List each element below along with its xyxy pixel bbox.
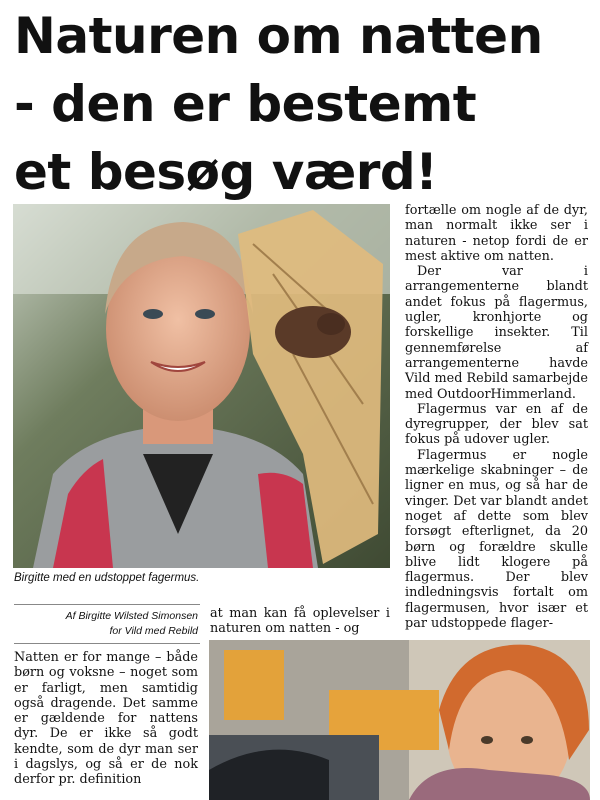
photo-woman-with-bat-image	[13, 204, 390, 568]
photo-child-in-classroom-image	[209, 640, 590, 800]
byline-affiliation: for Vild med Rebild	[109, 625, 198, 637]
photo-caption: Birgitte med en udstoppet fagermus.	[14, 572, 200, 584]
paragraph: at man kan få oplevelser i naturen om natten - og	[210, 606, 390, 637]
photo-child-in-classroom	[209, 640, 590, 800]
article-column-2	[210, 606, 390, 637]
article-column-1	[14, 650, 198, 788]
headline-line-3: et besøg værd!	[14, 143, 438, 201]
headline	[14, 2, 590, 206]
photo-woman-with-bat	[13, 204, 390, 568]
byline	[14, 604, 200, 644]
paragraph: Flagermus var en af de dyregrupper, der blev sat fokus på udover ugler.	[405, 401, 588, 448]
paragraph: Flagermus er nogle mærkelige skabninger – de ligner en mus, og så har de vinger. Det var blandt andet noget af dette som blev forsøgt efterlignet, da 20 børn og forældre skulle blive lidt klogere på flagermus. Der blev indledningsvis fortalt om flagermusen, hvor især et par udstoppede flager-	[405, 447, 588, 632]
headline-line-2: - den er bestemt	[14, 75, 477, 133]
byline-author: Af Birgitte Wilsted Simonsen	[65, 610, 198, 622]
paragraph: Der var i arrangementerne blandt andet fokus på flagermus, ugler, kronhjorte og forskellige insekter. Til gennemførelse af arrangementerne havde Vild med Rebild samarbejde med OutdoorHimmerland.	[405, 264, 588, 402]
article-column-3	[405, 203, 588, 631]
paragraph: Natten er for mange – både børn og voksne – noget som er farligt, men samtidig også dragende. Det samme er gældende for nattens dyr. De er ikke så godt kendte, som de dyr man ser i dagslys, og så er de nok derfor pr. definition	[14, 650, 198, 788]
headline-line-1: Naturen om natten	[14, 7, 543, 65]
paragraph: fortælle om nogle af de dyr, man normalt ikke ser i naturen - netop fordi de er mest aktive om natten.	[405, 203, 588, 264]
